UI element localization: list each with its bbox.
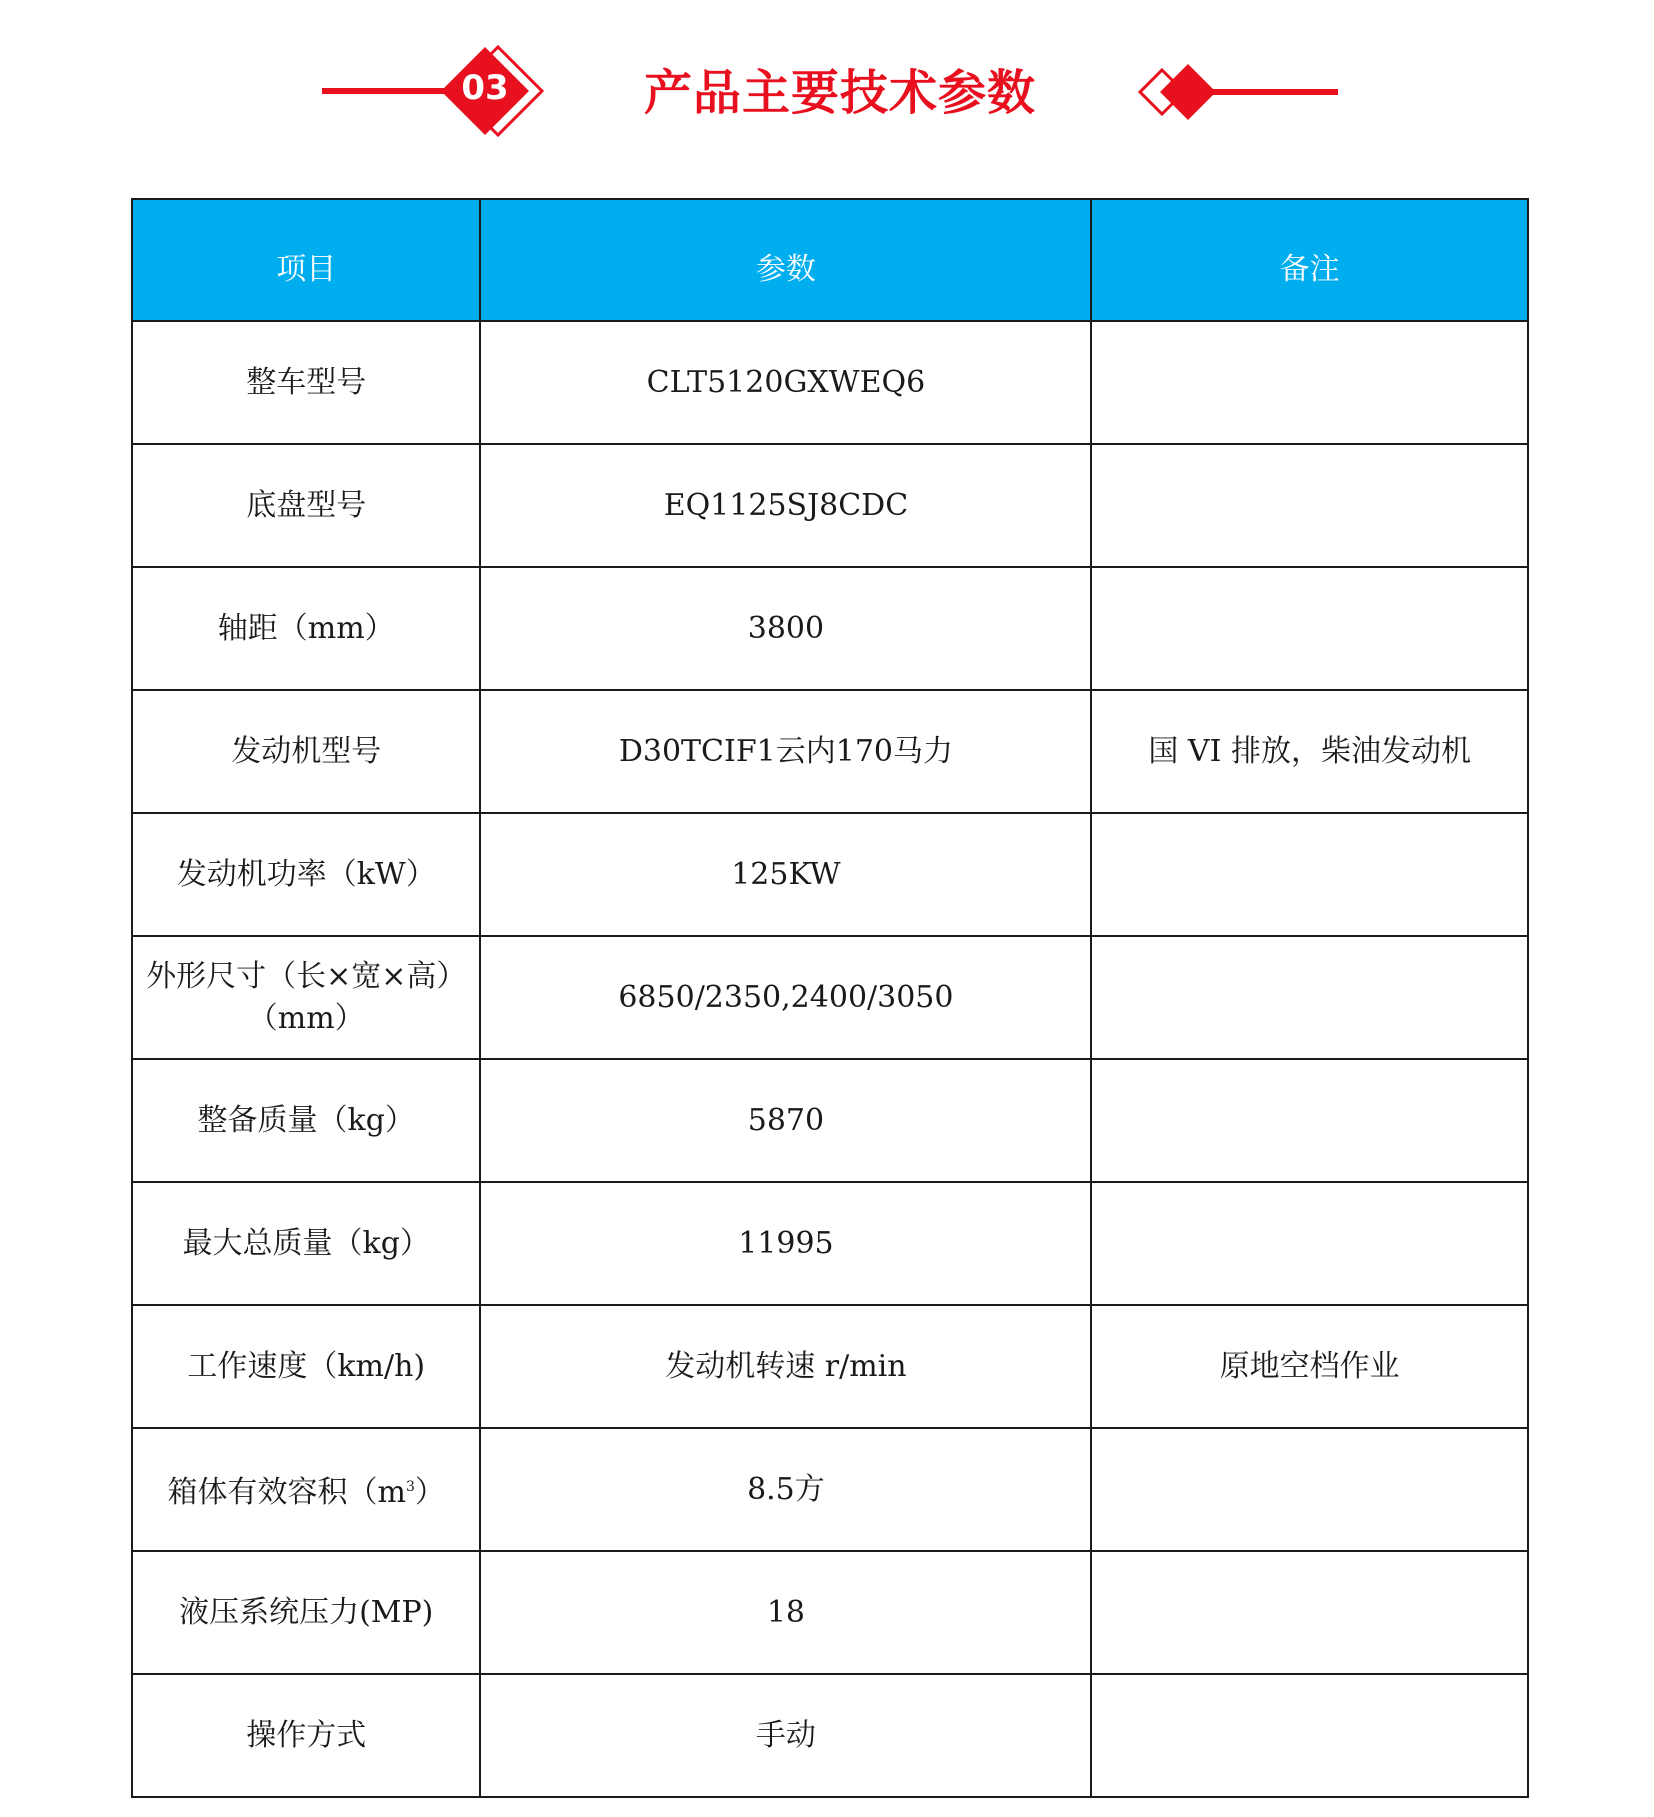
- table-row: [132, 1428, 1528, 1551]
- item-cell: 最大总质量（kg）: [132, 1182, 480, 1305]
- section-header: [0, 0, 1654, 190]
- param-cell: 18: [480, 1551, 1091, 1674]
- note-cell: [1091, 813, 1528, 936]
- param-cell: D30TCIF1云内170马力: [480, 690, 1091, 813]
- note-cell: [1091, 1551, 1528, 1674]
- item-cell: 发动机功率（kW）: [132, 813, 480, 936]
- note-cell: [1091, 444, 1528, 567]
- note-cell: [1091, 1182, 1528, 1305]
- table-row: [132, 1305, 1528, 1428]
- note-cell: [1091, 321, 1528, 444]
- param-cell: 手动: [480, 1674, 1091, 1797]
- table-row: [132, 813, 1528, 936]
- note-cell: [1091, 567, 1528, 690]
- param-cell: 6850/2350,2400/3050: [480, 936, 1091, 1059]
- item-cell: 操作方式: [132, 1674, 480, 1797]
- left-line: [322, 88, 452, 94]
- item-cell: 液压系统压力(MP): [132, 1551, 480, 1674]
- item-cell: 底盘型号: [132, 444, 480, 567]
- table-row: [132, 1182, 1528, 1305]
- table-row: [132, 1059, 1528, 1182]
- param-cell: EQ1125SJ8CDC: [480, 444, 1091, 567]
- right-diamond: [1160, 64, 1216, 120]
- item-cell: 工作速度（km/h): [132, 1305, 480, 1428]
- item-cell: 发动机型号: [132, 690, 480, 813]
- param-cell: 3800: [480, 567, 1091, 690]
- table-row: [132, 444, 1528, 567]
- param-cell: 发动机转速 r/min: [480, 1305, 1091, 1428]
- param-cell: 11995: [480, 1182, 1091, 1305]
- param-cell: 8.5方: [480, 1428, 1091, 1551]
- note-cell: 原地空档作业: [1091, 1305, 1528, 1428]
- param-cell: CLT5120GXWEQ6: [480, 321, 1091, 444]
- item-cell: 外形尺寸（长×宽×高）（mm）: [132, 936, 480, 1059]
- item-text: 箱体有效容积（m: [167, 1474, 406, 1510]
- table-row: [132, 936, 1528, 1059]
- item-cell: 整备质量（kg）: [132, 1059, 480, 1182]
- item-cell: 轴距（mm）: [132, 567, 480, 690]
- column-header-note: 备注: [1091, 199, 1528, 321]
- right-line: [1210, 89, 1338, 95]
- item-cell: [132, 1428, 480, 1551]
- note-cell: [1091, 1428, 1528, 1551]
- table-row: [132, 1674, 1528, 1797]
- page-title: 产品主要技术参数: [643, 65, 1036, 121]
- table-row: [132, 321, 1528, 444]
- column-header-param: 参数: [480, 199, 1091, 321]
- note-cell: [1091, 1674, 1528, 1797]
- section-number: 03: [461, 68, 509, 108]
- param-cell: 125KW: [480, 813, 1091, 936]
- note-cell: 国 VI 排放，柴油发动机: [1091, 690, 1528, 813]
- item-text-suffix: ）: [414, 1474, 445, 1510]
- item-cell: 整车型号: [132, 321, 480, 444]
- table-row: [132, 1551, 1528, 1674]
- note-cell: [1091, 936, 1528, 1059]
- table-row: [132, 567, 1528, 690]
- column-header-item: 项目: [132, 199, 480, 321]
- superscript-3: 3: [406, 1478, 415, 1495]
- note-cell: [1091, 1059, 1528, 1182]
- table-row: [132, 690, 1528, 813]
- spec-table: [131, 198, 1529, 1798]
- table-header-row: [132, 199, 1528, 321]
- param-cell: 5870: [480, 1059, 1091, 1182]
